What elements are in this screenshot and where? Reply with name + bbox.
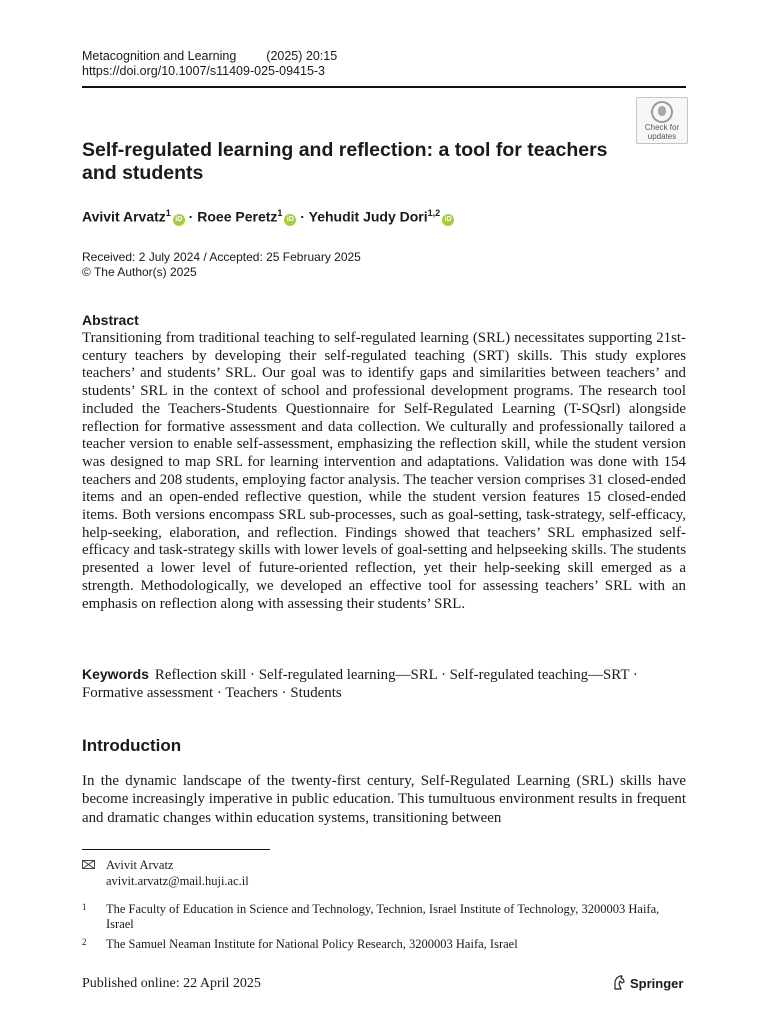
springer-horse-icon (612, 975, 626, 990)
author-name: Yehudit Judy Dori (308, 208, 428, 225)
publication-dates (82, 250, 361, 280)
published-online: Published online: 22 April 2025 (82, 976, 261, 991)
article-title: Self-regulated learning and reflection: a tool for teachers and students (82, 139, 608, 184)
affiliation-text: The Samuel Neaman Institute for National Policy Research, 3200003 Haifa, Israel (106, 937, 518, 951)
doi-link[interactable]: https://doi.org/10.1007/s11409-025-09415-3 (82, 64, 326, 78)
journal-volume: (2025) 20:15 (266, 49, 338, 63)
affiliation-text: The Faculty of Education in Science and Technology, Technion, Israel Institute of Technology, 3200003 Haifa, Israel (106, 902, 660, 931)
springer-logo (612, 975, 683, 991)
copyright: © The Author(s) 2025 (82, 265, 197, 279)
publisher-name: Springer (630, 976, 684, 991)
author-list (82, 208, 454, 226)
footnote-rule (82, 849, 270, 850)
orcid-icon[interactable]: iD (442, 214, 454, 226)
author-separator: · (184, 208, 198, 225)
affiliation-number: 2 (82, 937, 87, 947)
author-affiliation-mark: 1 (277, 208, 283, 218)
keywords-label: Keywords (82, 666, 149, 682)
orcid-icon[interactable]: iD (173, 214, 185, 226)
affiliation (82, 937, 686, 952)
abstract-text: Transitioning from traditional teaching to self-regulated learning (SRL) necessitates supporting 21st-century teachers by developing their self-regulated teaching (SRT) skills. This study explores teachers’ and students’ SRL. Our goal was to identify gaps and similarities between teachers’ and students’ SRL in the context of school and professional development programs. The research tool included the Teachers-Students Questionnaire for Self-Regulated Learning (T-SQsrl) alongside reflection for formative assessment and data collection. We culturally and professionally tailored a teacher version to enable self-assessment, emphasizing the reflection skill, while the student version was designed to map SRL for learning intervention and adaptations. Validation was done with 154 teachers and 208 students, employing factor analysis. The teacher version comprises 31 closed-ended items and an open-ended reflective question, while the student version features 15 closed-ended items. Both versions encompass SRL sub-processes, such as goal-setting, task-strategy, self-efficacy, help-seeking, elaboration, and reflection. Findings showed that teachers’ SRL emphasized self-efficacy and task-strategy skills with lower levels of goal-setting and helpseeking skills. The students presented a lower level of future-oriented reflection, yet their help-seeking skill emerged as a strength. Methodologically, we developed an effective tool for assessing teachers’ SRL with an emphasis on reflection along with assessing their students’ SRL. (82, 330, 686, 612)
journal-header (82, 49, 337, 79)
envelope-icon (82, 860, 95, 869)
orcid-icon[interactable]: iD (284, 214, 296, 226)
author-affiliation-mark: 1,2 (427, 208, 441, 218)
introduction-heading: Introduction (82, 736, 182, 755)
author-name: Avivit Arvatz (82, 208, 166, 225)
check-for-updates-icon (651, 101, 673, 123)
check-for-updates-badge[interactable]: Check for updates (636, 97, 688, 144)
introduction-text: In the dynamic landscape of the twenty-first century, Self-Regulated Learning (SRL) skills have become increasingly imperative in public education. This tumultuous environment results in frequent and dramatic changes within education systems, transitioning between (82, 773, 686, 826)
corresponding-email[interactable]: avivit.arvatz@mail.huji.ac.il (106, 873, 249, 888)
keywords-section (82, 665, 686, 702)
keywords-text: Reflection skill · Self-regulated learning—SRL · Self-regulated teaching—SRT · Formative assessment · Teachers · Students (82, 667, 638, 701)
received-accepted: Received: 2 July 2024 / Accepted: 25 February 2025 (82, 250, 361, 264)
author-separator: · (296, 208, 309, 225)
corresponding-author: Avivit Arvatz (106, 858, 174, 872)
abstract-heading: Abstract (82, 312, 139, 328)
header-rule (82, 86, 686, 88)
journal-name: Metacognition and Learning (82, 49, 237, 63)
affiliation (82, 902, 686, 932)
affiliation-number: 1 (82, 902, 87, 912)
author-affiliation-mark: 1 (165, 208, 171, 218)
correspondence (82, 858, 249, 889)
author-name: Roee Peretz (197, 208, 278, 225)
